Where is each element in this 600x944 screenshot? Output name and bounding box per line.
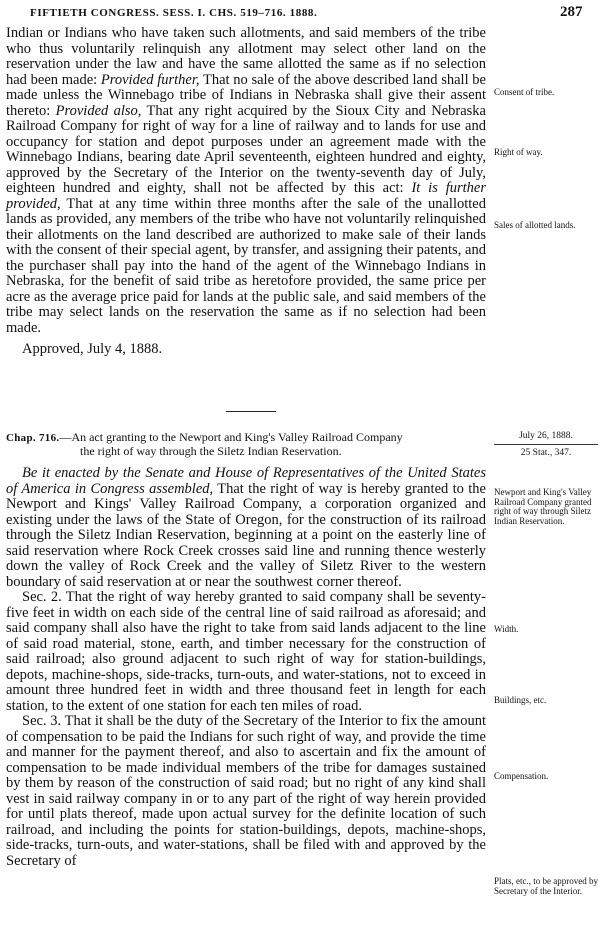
- para1-text-c: That any right acquired by the Sioux City and Nebraska Railroad Company for right of way for a line of railway and to lands for use and occupancy for station and depot purposes under an agreement made with the Winnebago Indians, bearing date April seventeenth, eighteen hundred and eighty, approved by the Secretary of the Interior on the twenty-seventh day of July, eighteen hundred and eighty, shall not be affected by this act:: [6, 102, 486, 196]
- chapter-label: Chap. 716.: [6, 432, 60, 444]
- enacting-clause: Be it enacted by the Senate and House of Representatives of the United States of America in Congress assembled,: [6, 465, 486, 497]
- section-2-text: That the right of way hereby granted to said company shall be seventy-five feet in width on each side of the central line of said railroad as aforesaid; and said company shall also have the right to take from said lands adjacent to the line of said road material, stone, earth, and timber necessary for the construction of said railroad; also ground adjacent to such right of way for station-buildings, depots, machine-shops, side-tracks, turn-outs, and water-stations, not to exceed in amount three hundred feet in width and three thousand feet in length for each station, to the extent of one station for each ten miles of road.: [6, 589, 486, 714]
- margin-note-buildings: Buildings, etc.: [494, 695, 547, 705]
- paragraph-allotments: [6, 26, 486, 336]
- main-text-upper: [6, 26, 486, 358]
- section-divider: [226, 411, 276, 412]
- proviso-also: Provided also,: [55, 102, 142, 119]
- section-1-text: That the right of way is hereby granted to the Newport and Kings' Valley Railroad Company, a corporation organized and existing under the laws of the State of Oregon, for the construction of its railroad through the Siletz Indian Reservation, beginning at a point on the easterly line of said reservation where Rock Creek crosses said line and running thence westerly down the valley of Rock Creek and the valley of Siletz River to the western boundary of said reservation at or near the southwest corner thereof.: [6, 480, 486, 590]
- margin-note-right-of-way: Right of way.: [494, 147, 543, 157]
- para1-text-d: That at any time within three months after the sale of the unallotted lands as provided, any members of the tribe who have not voluntarily relinquished their allotments on the land described are authorized to make sale of their lands with the consent of their special agent, by transfer, and assigning their patents, and the purchaser shall pay into the hand of the agent of the Winnebago Indians in Nebraska, for the benefit of said tribe as heretofore provided, the same price per acre as the average price paid for lands at the public sale, and said members of the tribe may select lands on the reservation the same as if no selection had been made.: [6, 195, 486, 336]
- margin-note-compensation: Compensation.: [494, 771, 549, 781]
- proviso-further-provided: It is further provided,: [6, 180, 486, 212]
- section-2-label: Sec. 2.: [22, 589, 62, 605]
- para1-text: Indian or Indians who have taken such allotments, and said members of the tribe who thus voluntarily relinquish any allotment may select other land on the reservation under the law and have the same allotted the same as if no selection had been made:: [6, 25, 486, 88]
- margin-note-plats: Plats, etc., to be approved by Secretary of the Interior.: [494, 876, 598, 896]
- section-2: [6, 590, 486, 714]
- para1-text-b: That no sale of the above described land shall be made unless the Winnebago tribe of Indians in Nebraska shall give their assent thereto:: [6, 71, 486, 119]
- chapter-title-line2: the right of way through the Siletz Indian Reservation.: [80, 444, 342, 458]
- proviso-further: Provided further,: [100, 71, 200, 88]
- margin-note-newport: Newport and King's Valley Railroad Company granted right of way through Siletz Indian Reservation.: [494, 487, 592, 526]
- chapter-heading: [6, 431, 486, 458]
- chapter-title-line1: —An act granting to the Newport and King's Valley Railroad Company: [59, 430, 403, 444]
- chapter-date-box: [494, 431, 598, 458]
- section-1: [6, 466, 486, 590]
- margin-note-consent: Consent of tribe.: [494, 87, 555, 97]
- margin-note-sales: Sales of allotted lands.: [494, 220, 576, 230]
- running-title: FIFTIETH CONGRESS. SESS. I. CHS. 519–716. 1888.: [30, 7, 318, 19]
- chapter-statute: 25 Stat., 347.: [520, 448, 572, 458]
- section-3-label: Sec. 3.: [22, 713, 62, 729]
- chapter-date: July 26, 1888.: [494, 431, 598, 445]
- page-number: 287: [560, 4, 583, 20]
- running-header: [0, 0, 600, 24]
- section-3-text: That it shall be the duty of the Secretary of the Interior to fix the amount of compensation to be paid the Indians for such right of way, and provide the time and manner for the payment thereof, and also to ascertain and fix the amount of compensation to be made individual members of the tribe for damages sustained by them by reason of the construction of said road; but no right of any kind shall vest in said railway company in or to any part of the right of way herein provided for until plats thereof, made upon actual survey for the definite location of such railroad, and including the points for station-buildings, depots, machine-shops, side-tracks, turn-outs, and water-stations, shall be filed with and approved by the Secretary of: [6, 713, 486, 869]
- main-text-lower: [6, 466, 486, 869]
- approved-line: Approved, July 4, 1888.: [22, 341, 163, 357]
- margin-note-width: Width.: [494, 624, 519, 634]
- section-3: [6, 714, 486, 869]
